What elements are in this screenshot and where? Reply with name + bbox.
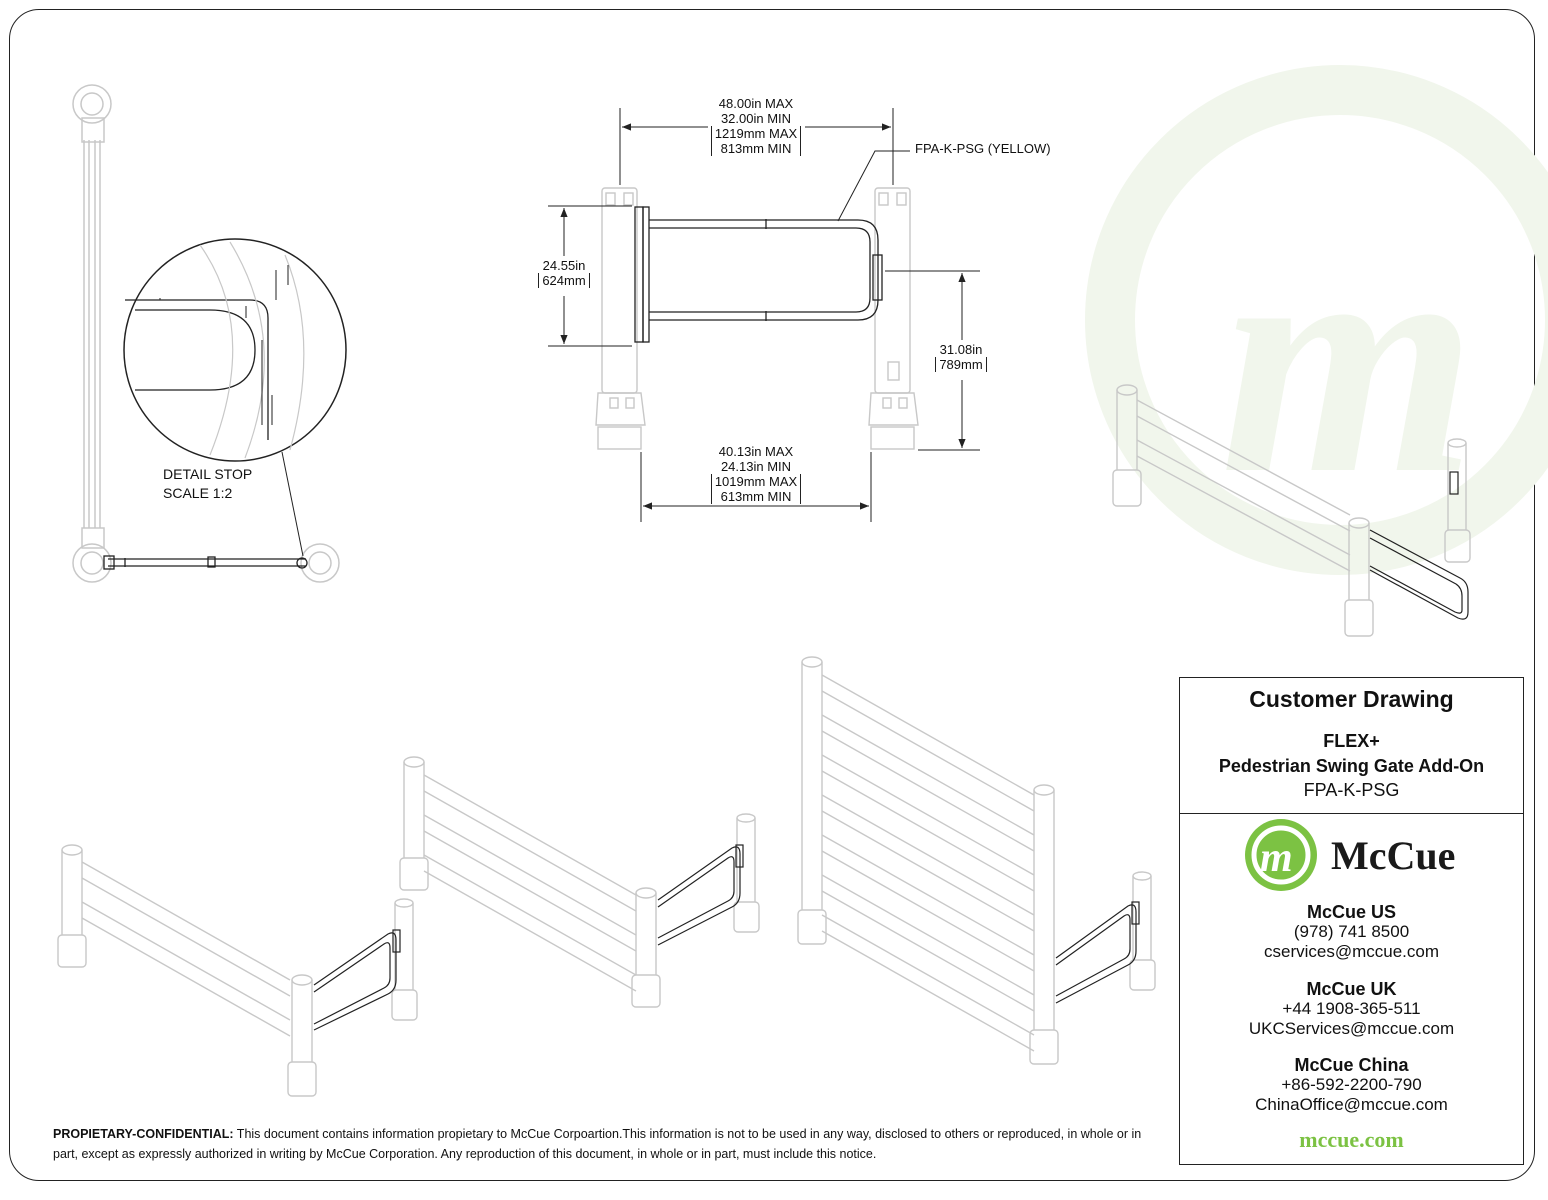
elevation-gate (635, 207, 882, 342)
svg-text:m: m (1260, 835, 1293, 881)
title-block-header (1180, 678, 1523, 814)
office-name: McCue US (1306, 902, 1396, 922)
dim-gate-height (533, 258, 595, 288)
dim-bottom-width-min-in: 24.13in MIN (720, 459, 792, 474)
gate-callout-label: FPA-K-PSG (YELLOW) (915, 141, 1051, 156)
notice-label: PROPIETARY-CONFIDENTIAL: (53, 1127, 234, 1141)
title-block (1179, 677, 1524, 1165)
dim-post-height-mm: 789mm (935, 357, 986, 372)
dim-post-height (929, 342, 993, 372)
office-name: McCue UK (1306, 979, 1397, 999)
title-block-contacts (1180, 814, 1523, 1164)
office-phone: +86-592-2200-790 (1281, 1075, 1422, 1094)
detail-stop-view (124, 239, 346, 556)
plan-view (73, 85, 339, 582)
office-us (1180, 902, 1523, 962)
dim-bottom-width (700, 444, 812, 504)
office-email: cservices@mccue.com (1263, 942, 1439, 961)
dim-top-width-max-in: 48.00in MAX (718, 96, 794, 111)
svg-text:m: m (1220, 177, 1477, 542)
product-description: Pedestrian Swing Gate Add-On (1218, 756, 1485, 776)
dim-top-width (700, 96, 812, 156)
detail-scale: SCALE 1:2 (163, 485, 233, 501)
office-phone: +44 1908-365-511 (1282, 999, 1421, 1018)
office-china (1180, 1055, 1523, 1115)
iso-bottom-center (400, 757, 759, 1007)
dim-bottom-width-max-mm: 1019mm MAX (714, 474, 798, 489)
office-email: ChinaOffice@mccue.com (1255, 1095, 1448, 1114)
detail-title: DETAIL STOP (163, 466, 253, 482)
dim-bottom-width-max-in: 40.13in MAX (718, 444, 794, 459)
dim-top-width-min-in: 32.00in MIN (720, 111, 792, 126)
dim-bottom-width-min-mm: 613mm MIN (720, 489, 792, 504)
website: mccue.com (1299, 1127, 1404, 1152)
office-name: McCue China (1294, 1055, 1409, 1075)
confidentiality-notice (53, 1124, 1163, 1164)
dim-top-width-min-mm: 813mm MIN (720, 141, 792, 156)
brand-name: McCue (1331, 833, 1456, 878)
plan-gate-arm (104, 556, 307, 569)
detail-stop-label (163, 465, 252, 503)
office-uk (1180, 979, 1523, 1039)
elevation-posts (596, 188, 918, 449)
watermark-logo (1110, 90, 1548, 550)
office-email: UKCServices@mccue.com (1248, 1019, 1455, 1038)
dim-post-height-in: 31.08in (939, 342, 983, 357)
iso-bottom-right (798, 657, 1155, 1064)
iso-bottom-left (58, 845, 417, 1096)
dim-gate-height-mm: 624mm (538, 273, 589, 288)
product-line: FLEX+ (1323, 731, 1380, 751)
notice-text: This document contains information propietary to McCue Corpoartion.This information is not to be used in any way, disclosed to others or reproduced, in whole or in part, except as expressly authorized in writing by McCue Corporation. Any reproduction of this document, in whole or in part, must include this notice. (53, 1127, 1142, 1161)
office-phone: (978) 741 8500 (1293, 922, 1410, 941)
drawing-type-heading: Customer Drawing (1249, 686, 1454, 712)
dim-gate-height-in: 24.55in (542, 258, 586, 273)
dim-top-width-max-mm: 1219mm MAX (714, 126, 798, 141)
part-number: FPA-K-PSG (1303, 780, 1400, 800)
